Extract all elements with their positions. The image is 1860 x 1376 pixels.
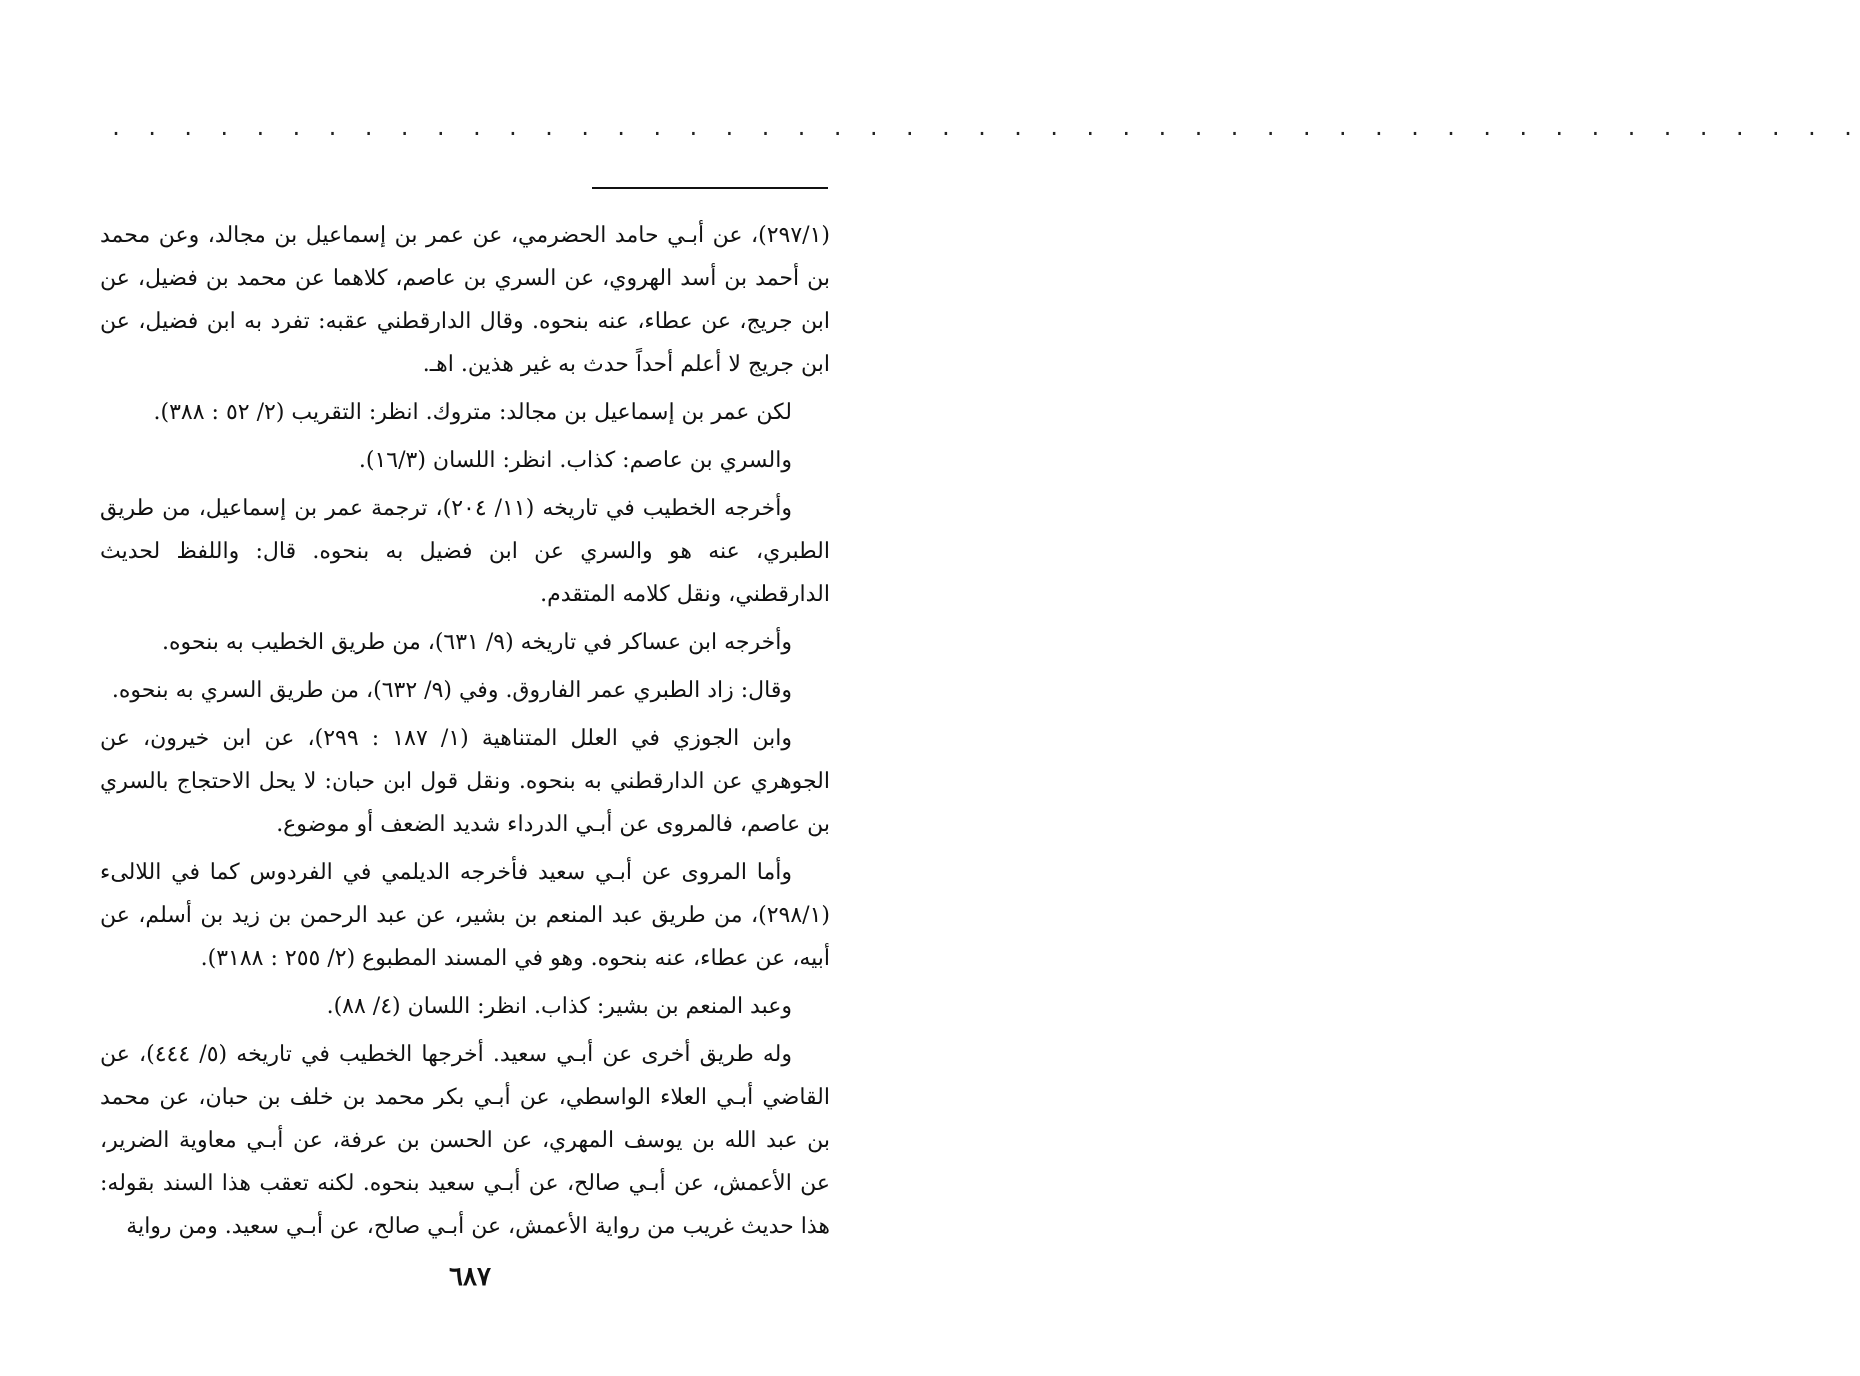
paragraph-5: وأخرجه ابن عساكر في تاريخه (٩/ ٦٣١)، من طريق الخطيب به بنحوه.	[162, 630, 792, 655]
paragraph-7: وابن الجوزي في العلل المتناهية (١/ ١٨٧ : ٢٩٩)، عن ابن خيرون، عن الجوهري عن الدارقطني به بنحوه. ونقل قول ابن حبان: لا يحل الاحتجاج بالسري بن عاصم، فالمروى عن أبـي الدرداء شديد الضعف أو موضوع.	[100, 726, 830, 837]
page-number: ٦٨٧	[449, 1262, 491, 1292]
paragraph-8: وأما المروى عن أبـي سعيد فأخرجه الديلمي في الفردوس كما في اللالىء (٢٩٨/١)، من طريق عبد المنعم بن بشير، عن عبد الرحمن بن زيد بن أسلم، عن أبيه، عن عطاء، عنه بنحوه. وهو في المسند المطبوع (٢/ ٢٥٥ : ٣١٨٨).	[100, 860, 830, 971]
paragraph-9: وعبد المنعم بن بشير: كذاب. انظر: اللسان (٤/ ٨٨).	[326, 994, 792, 1019]
paragraph-4: وأخرجه الخطيب في تاريخه (١١/ ٢٠٤)، ترجمة عمر بن إسماعيل، من طريق الطبري، عنه هو والسري عن ابن فضيل به بنحوه. قال: واللفظ لحديث الدارقطني، ونقل كلامه المتقدم.	[100, 496, 830, 607]
paragraph-10: وله طريق أخرى عن أبـي سعيد. أخرجها الخطيب في تاريخه (٥/ ٤٤٤)، عن القاضي أبـي العلاء الواسطي، عن أبـي بكر محمد بن خلف بن حبان، عن محمد بن عبد الله بن يوسف المهري، عن الحسن بن عرفة، عن أبـي معاوية الضرير، عن الأعمش، عن أبـي صالح، عن أبـي سعيد بنحوه. لكنه تعقب هذا السند بقوله: هذا حديث غريب من رواية الأعمش، عن أبـي صالح، عن أبـي سعيد. ومن رواية	[100, 1042, 830, 1239]
paragraph-6: وقال: زاد الطبري عمر الفاروق. وفي (٩/ ٦٣٢)، من طريق السري به بنحوه.	[111, 678, 792, 703]
paragraph-2: لكن عمر بن إسماعيل بن مجالد: متروك. انظر: التقريب (٢/ ٥٢ : ٣٨٨).	[153, 400, 792, 425]
footnote-separator-rule	[592, 187, 828, 189]
paragraph-3: والسري بن عاصم: كذاب. انظر: اللسان (١٦/٣).	[358, 448, 792, 473]
dotted-separator: . . . . . . . . . . . . . . . . . . . . . . . . . . . . . . . . . . . . . . . . . . . . . . . . .	[110, 116, 1860, 140]
footnote-text	[100, 214, 830, 1253]
paragraph-1: (٢٩٧/١)، عن أبـي حامد الحضرمي، عن عمر بن إسماعيل بن مجالد، وعن محمد بن أحمد بن أسد الهروي، عن السري بن عاصم، كلاهما عن محمد بن فضيل، عن ابن جريج، عن عطاء، عنه بنحوه. وقال الدارقطني عقبه: تفرد به ابن فضيل، عن ابن جريج لا أعلم أحداً حدث به غير هذين. اهـ.	[100, 223, 830, 377]
